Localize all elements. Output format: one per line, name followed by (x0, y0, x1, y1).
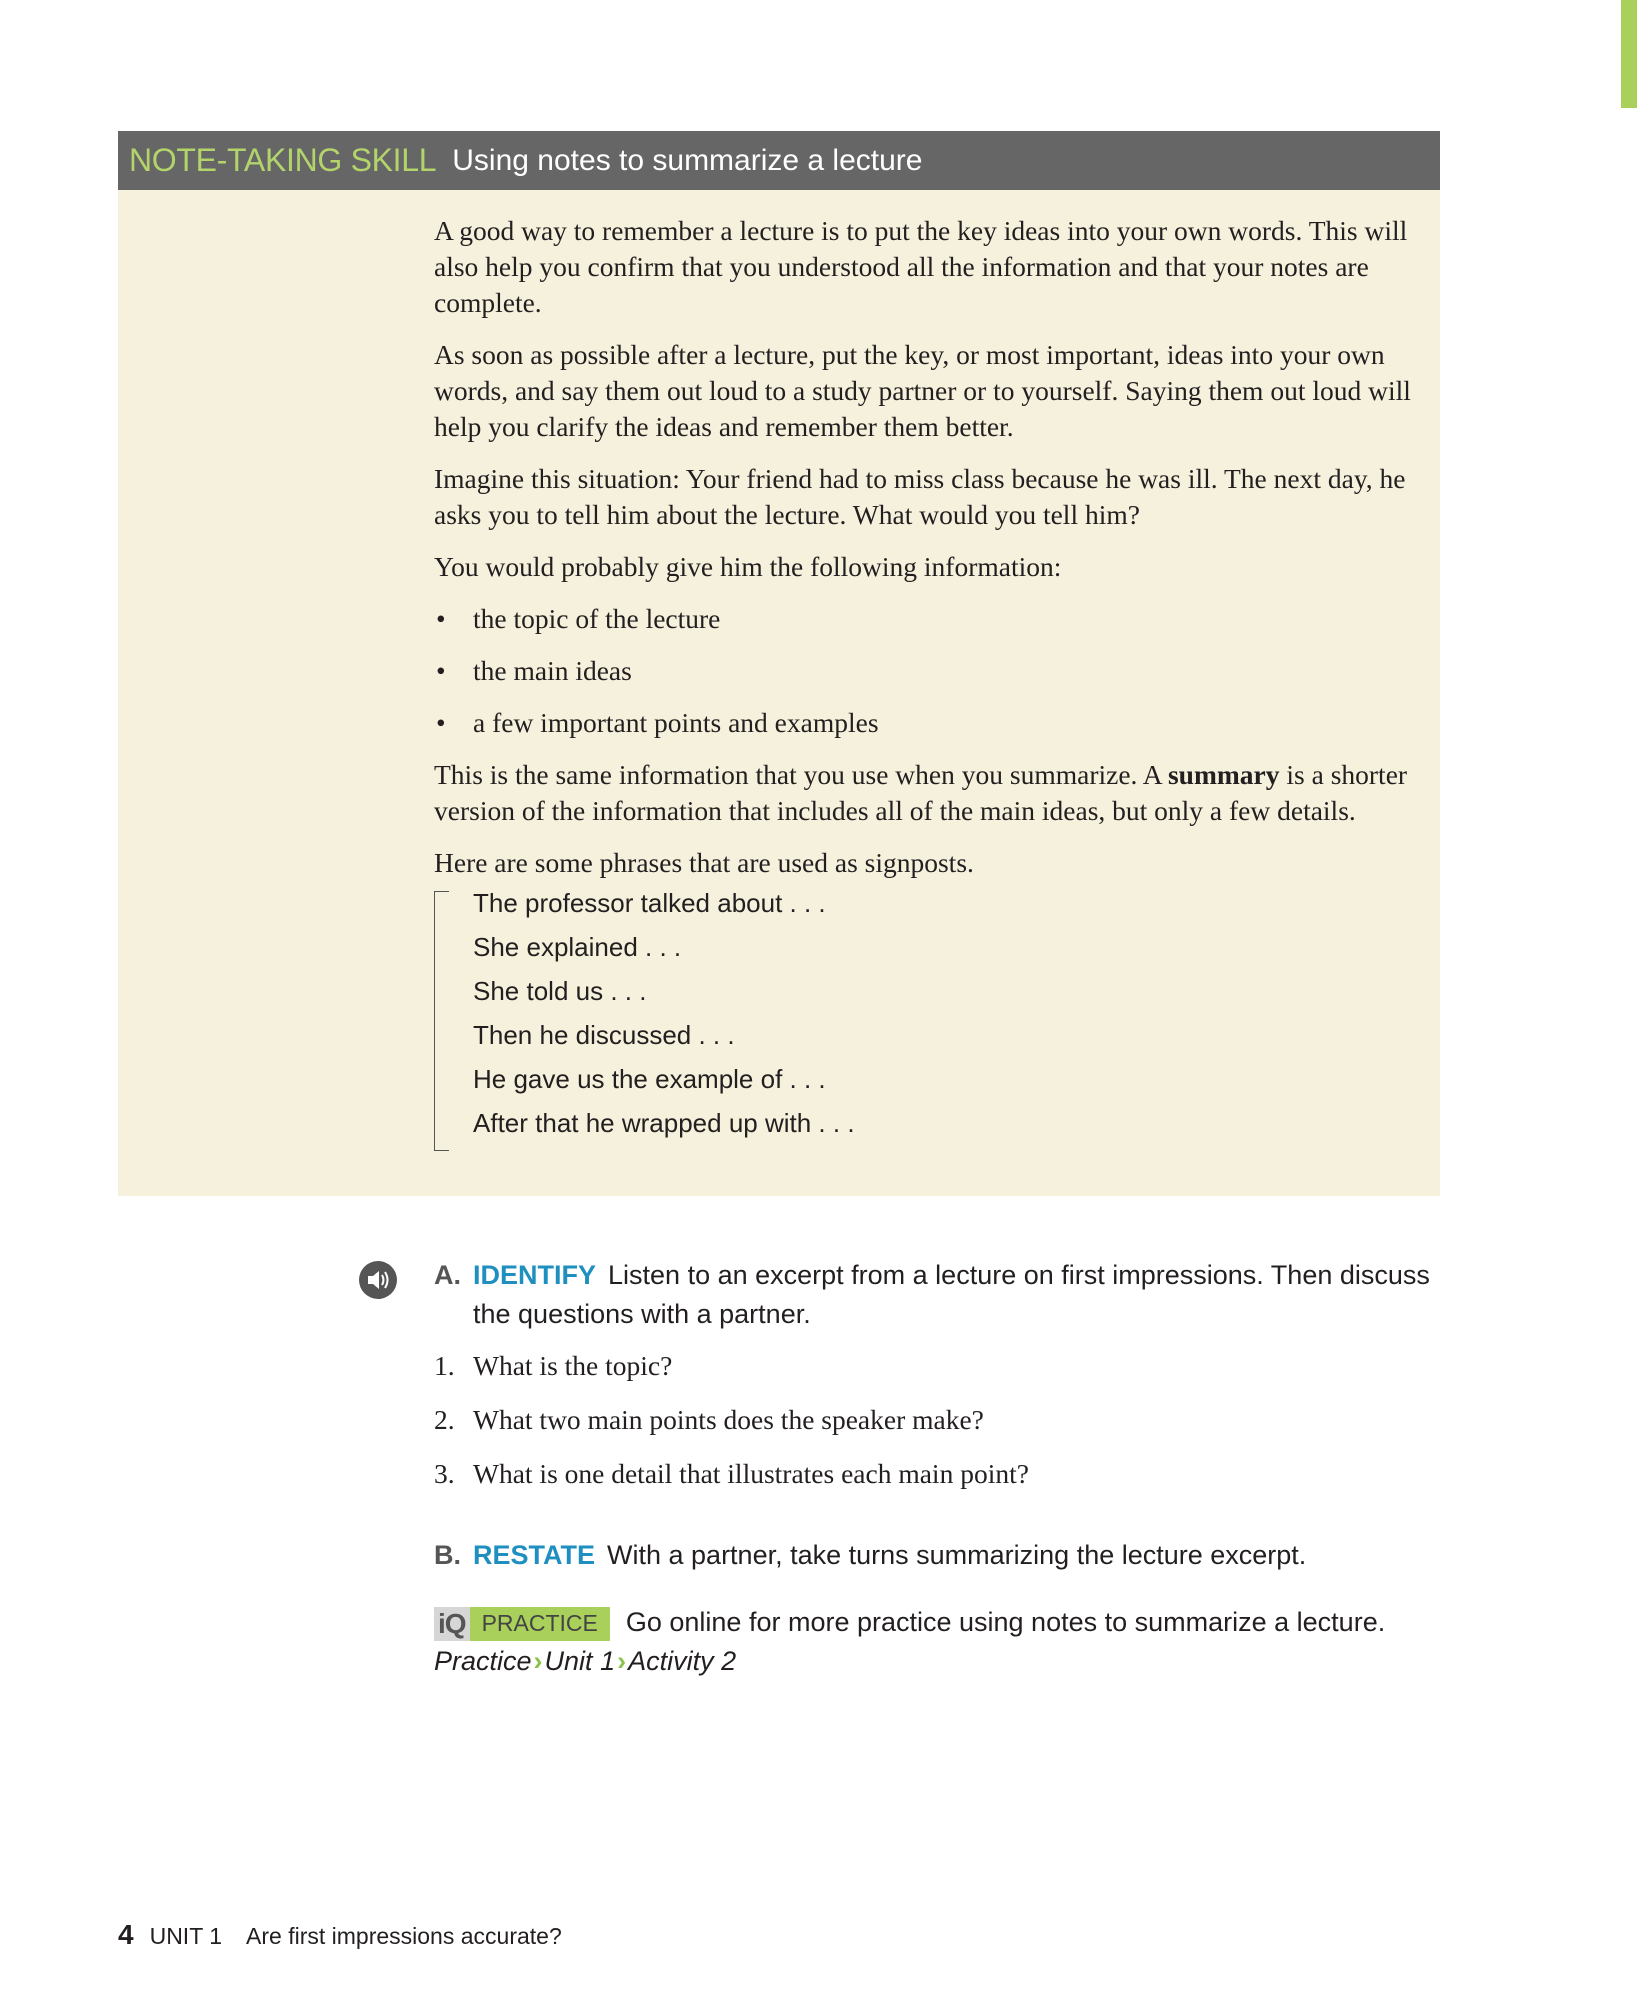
practice-badge-label: PRACTICE (470, 1607, 610, 1641)
bullet-icon: • (436, 655, 446, 686)
skill-header (118, 131, 1440, 190)
activity-letter: A. (434, 1260, 461, 1290)
online-practice-callout (434, 1603, 1444, 1681)
activity-a-heading (434, 1256, 1444, 1334)
info-bullet-list (434, 601, 1424, 741)
bullet-icon: • (436, 603, 446, 634)
signpost-list (434, 881, 1424, 1145)
page-number: 4 (118, 1919, 134, 1950)
bullet-icon: • (436, 707, 446, 738)
unit-label: UNIT 1 (149, 1923, 223, 1949)
activities (434, 1256, 1444, 1681)
question-item: 2. What two main points does the speaker make? (434, 1404, 984, 1435)
chevron-right-icon: › (533, 1646, 543, 1676)
activity-keyword: RESTATE (473, 1540, 596, 1570)
summary-term: summary (1167, 759, 1280, 790)
iq-logo: iQ (434, 1607, 470, 1641)
bullet-item: • the topic of the lecture (434, 601, 1424, 637)
question-item: 1. What is the topic? (434, 1350, 673, 1381)
signpost-phrase: The professor talked about . . . (473, 888, 826, 918)
page-corner-tab (1621, 0, 1637, 108)
activity-instruction: With a partner, take turns summarizing the lecture excerpt. (607, 1540, 1307, 1570)
question-list (434, 1348, 1444, 1492)
path-practice: Practice (434, 1646, 532, 1676)
activity-keyword: IDENTIFY (473, 1260, 597, 1290)
bullet-item: • a few important points and examples (434, 705, 1424, 741)
skill-paragraph: You would probably give him the following information: (434, 551, 1062, 582)
signpost-phrase: After that he wrapped up with . . . (473, 1108, 855, 1138)
skill-paragraph: Imagine this situation: Your friend had to miss class because he was ill. The next day, he asks you to tell him about the lecture. What would you tell him? (434, 463, 1406, 530)
skill-paragraph: A good way to remember a lecture is to put the key ideas into your own words. This will also help you confirm that you understood all the information and that your notes are complete. (434, 215, 1408, 318)
activity-instruction: Listen to an excerpt from a lecture on first impressions. Then discuss the questions with a partner. (473, 1260, 1430, 1329)
skill-title: Using notes to summarize a lecture (452, 143, 923, 177)
bracket-icon (434, 891, 449, 1151)
audio-speaker-icon[interactable] (358, 1260, 398, 1300)
chevron-right-icon: › (617, 1646, 627, 1676)
note-taking-skill-box (118, 131, 1440, 1196)
unit-title: Are first impressions accurate? (246, 1923, 562, 1949)
signpost-phrase: She explained . . . (473, 932, 682, 962)
skill-body (434, 213, 1424, 1145)
summary-definition: This is the same information that you use when you summarize. A summary is a shorter version of the information that includes all of the main ideas, but only a few details. (434, 759, 1408, 826)
activity-b-heading (434, 1536, 1444, 1575)
skill-paragraph: As soon as possible after a lecture, put the key, or most important, ideas into your own words, and say them out loud to a study partner or to yourself. Saying them out loud will help you clarify the ideas and remember them better. (434, 339, 1411, 442)
practice-text: Go online for more practice using notes to summarize a lecture. (625, 1607, 1386, 1637)
question-item: 3. What is one detail that illustrates each main point? (434, 1458, 1029, 1489)
practice-path[interactable] (434, 1642, 1444, 1681)
signpost-intro: Here are some phrases that are used as signposts. (434, 847, 974, 878)
iq-practice-badge (434, 1607, 610, 1641)
page-footer (118, 1918, 562, 1953)
activity-letter: B. (434, 1540, 461, 1570)
path-unit: Unit 1 (544, 1646, 616, 1676)
skill-label: NOTE-TAKING SKILL (129, 142, 437, 178)
signpost-phrase: Then he discussed . . . (473, 1020, 735, 1050)
bullet-item: • the main ideas (434, 653, 1424, 689)
path-activity: Activity 2 (628, 1646, 737, 1676)
signpost-phrase: He gave us the example of . . . (473, 1064, 826, 1094)
signpost-phrase: She told us . . . (473, 976, 647, 1006)
